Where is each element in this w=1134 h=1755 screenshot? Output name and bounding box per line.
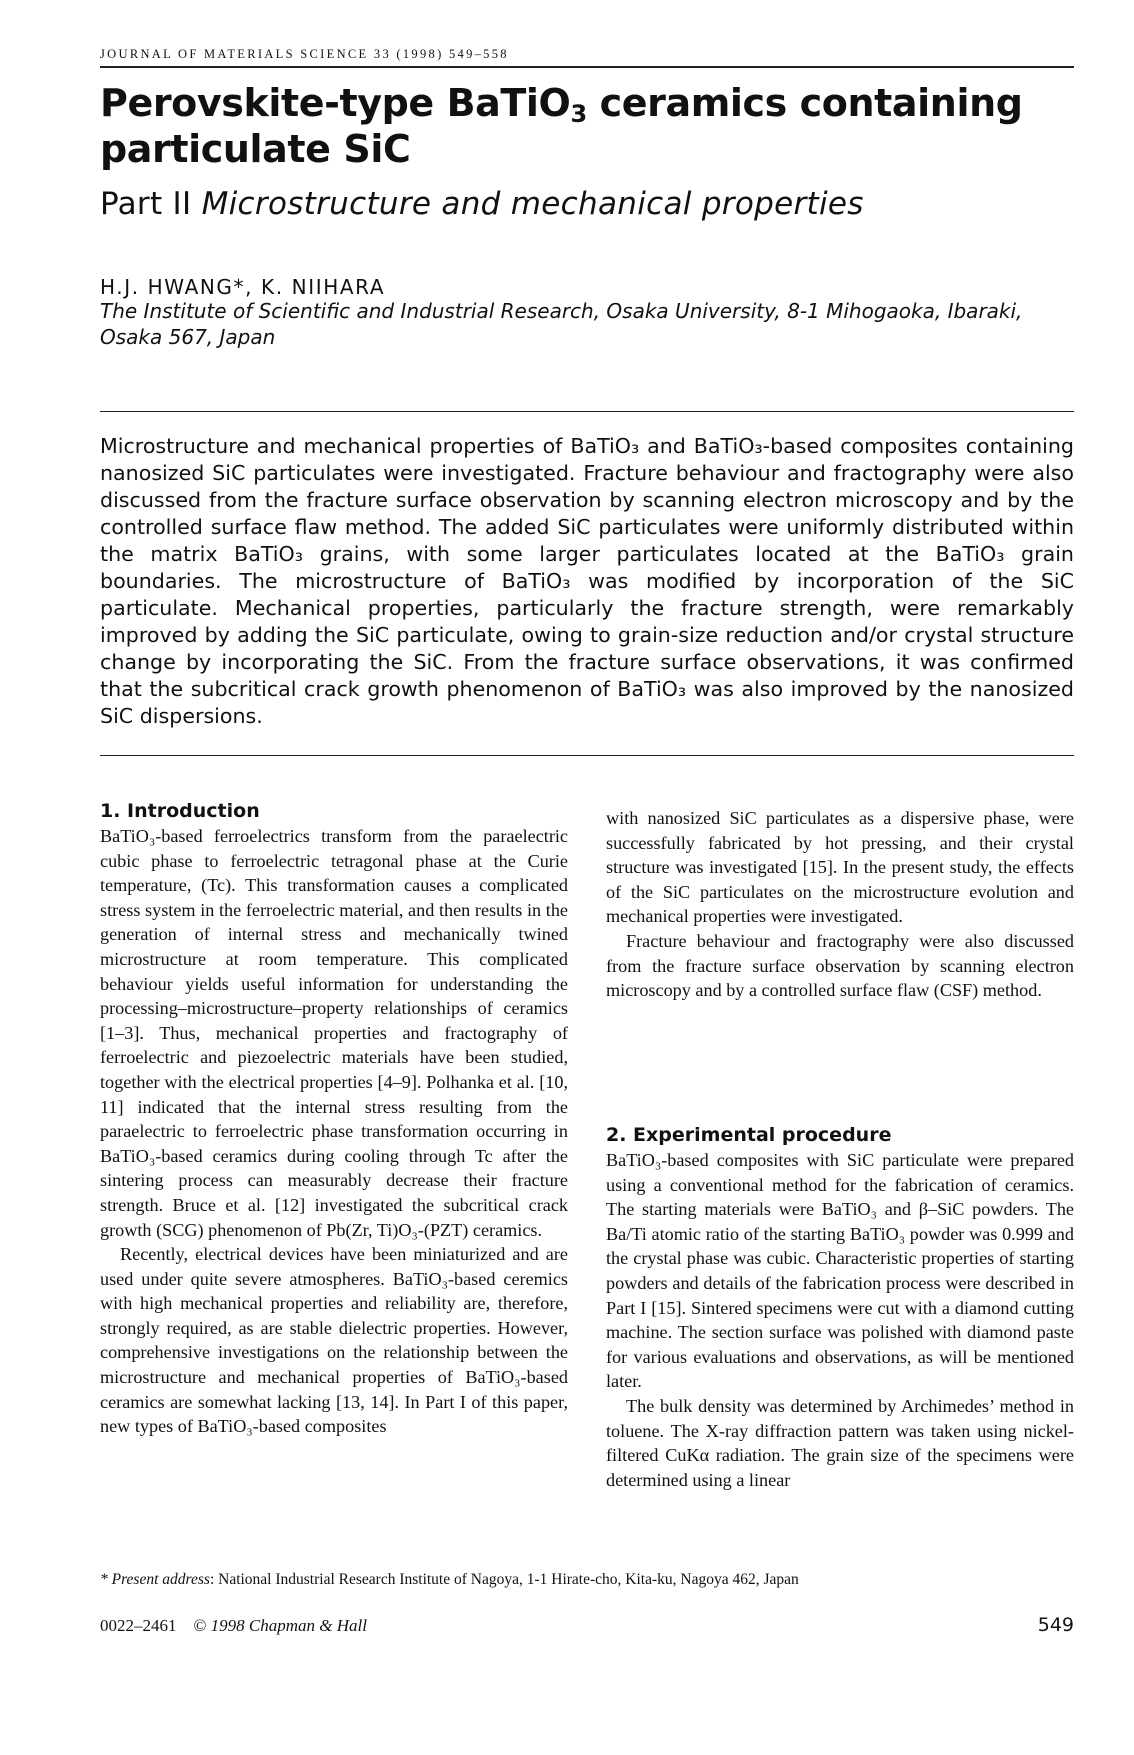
publisher: 1998 Chapman & Hall (210, 1616, 367, 1635)
title-line-1: Perovskite-type BaTiO$_3$ ceramics containing (100, 81, 1023, 128)
affiliation: The Institute of Scientific and Industrial Research, Osaka University, 8-1 Mihogaoka, Ibaraki, Osaka 567, Japan (100, 299, 1023, 349)
abstract-bottom-rule (100, 755, 1074, 756)
title-line-2: particulate SiC (100, 127, 411, 171)
column-right (606, 806, 1074, 1003)
footer-issn-copyright (100, 1616, 367, 1636)
intro-paragraph-1: BaTiO₃-based ferroelectrics transform from the paraelectric cubic phase to ferroelectric tetragonal phase at the Curie temperature, (Tc). This transformation causes a complicated stress system in the ferroelectric material, and then results in the generation of internal stress and mechanically twined microstructure at room temperature. This complicated behaviour yields useful information for understanding the processing–microstructure–property relationships of ceramics [1–3]. Thus, mechanical properties and fractography of ferroelectric and piezoelectric materials have been studied, together with the electrical properties [4–9]. Polhanka et al. [10, 11] indicated that the internal stress resulting from the paraelectric to ferroelectric phase transformation occurring in BaTiO₃-based ceramics during cooling through Tc after the sintering process can measurably decrease their fracture strength. Bruce et al. [12] investigated the subcritical crack growth (SCG) phenomenon of Pb(Zr, Ti)O₃-(PZT) ceramics. (100, 826, 568, 1240)
abstract-top-rule (100, 411, 1074, 412)
experimental-paragraph-1: BaTiO₃-based composites with SiC particulate were prepared using a conventional method for the fabrication of ceramics. The starting materials were BaTiO₃ and β–SiC powders. The Ba/Ti atomic ratio of the starting BaTiO₃ powder was 0.999 and the crystal phase was cubic. Characteristic properties of starting powders and details of the fabrication process were described in Part I [15]. Sintered specimens were cut with a diamond cutting machine. The section surface was polished with diamond paste for various evaluations and observations, as will be mentioned later. (606, 1150, 1074, 1392)
paper-subtitle: Part II Microstructure and mechanical properties (100, 186, 864, 222)
page-number: 549 (1037, 1614, 1074, 1636)
experimental-paragraph-2: The bulk density was determined by Archimedes’ method in toluene. The X-ray diffraction pattern was taken using nickel-filtered CuKα radiation. The grain size of the specimens were determined using a linear (606, 1395, 1074, 1490)
copyright-icon: © (193, 1616, 207, 1635)
authors: H.J. HWANG*, K. NIIHARA (100, 275, 386, 299)
intro-paragraph-3: with nanosized SiC particulates as a dispersive phase, were successfully fabricated by hot pressing, and their crystal structure was investigated [15]. In the present study, the effects of the SiC particulates on the microstructure evolution and mechanical properties were investigated. (606, 808, 1074, 927)
footnote: * Present address: National Industrial Research Institute of Nagoya, 1-1 Hirate-cho, Kita-ku, Nagoya 462, Japan (100, 1571, 799, 1588)
header-rule (100, 66, 1074, 68)
running-head: JOURNAL OF MATERIALS SCIENCE 33 (1998) 549–558 (100, 47, 509, 61)
abstract: Microstructure and mechanical properties of BaTiO₃ and BaTiO₃-based composites containing nanosized SiC particulates were investigated. Fracture behaviour and fractography were also discussed from the fracture surface observation by scanning electron microscopy and by the controlled surface flaw method. The added SiC particulates were uniformly distributed within the matrix BaTiO₃ grains, with some larger particulates located at the BaTiO₃ grain boundaries. The microstructure of BaTiO₃ was modified by incorporation of the SiC particulate. Mechanical properties, particularly the fracture strength, were remarkably improved by adding the SiC particulate, owing to grain-size reduction and/or crystal structure change by incorporating the SiC. From the fracture surface observations, it was confirmed that the subcritical crack growth phenomenon of BaTiO₃ was also improved by the nanosized SiC dispersions. (100, 434, 1074, 728)
paper-title (100, 80, 1060, 172)
issn: 0022–2461 (100, 1616, 177, 1635)
intro-paragraph-4: Fracture behaviour and fractography were also discussed from the fracture surface observation by scanning electron microscopy and by a controlled surface flaw (CSF) method. (606, 930, 1074, 1001)
intro-paragraph-2: Recently, electrical devices have been miniaturized and are used under quite severe atmospheres. BaTiO₃-based ceremics with high mechanical properties and reliability are, therefore, strongly required, as are stable dielectric properties. However, comprehensive investigations on the relationship between the microstructure and mechanical properties of BaTiO₃-based ceramics are somewhat lacking [13, 14]. In Part I of this paper, new types of BaTiO₃-based composites (100, 1244, 568, 1437)
section-heading-introduction: 1. Introduction (100, 800, 260, 822)
column-right-experimental (606, 1122, 1074, 1492)
section-heading-experimental: 2. Experimental procedure (606, 1124, 892, 1146)
column-left (100, 798, 568, 1439)
